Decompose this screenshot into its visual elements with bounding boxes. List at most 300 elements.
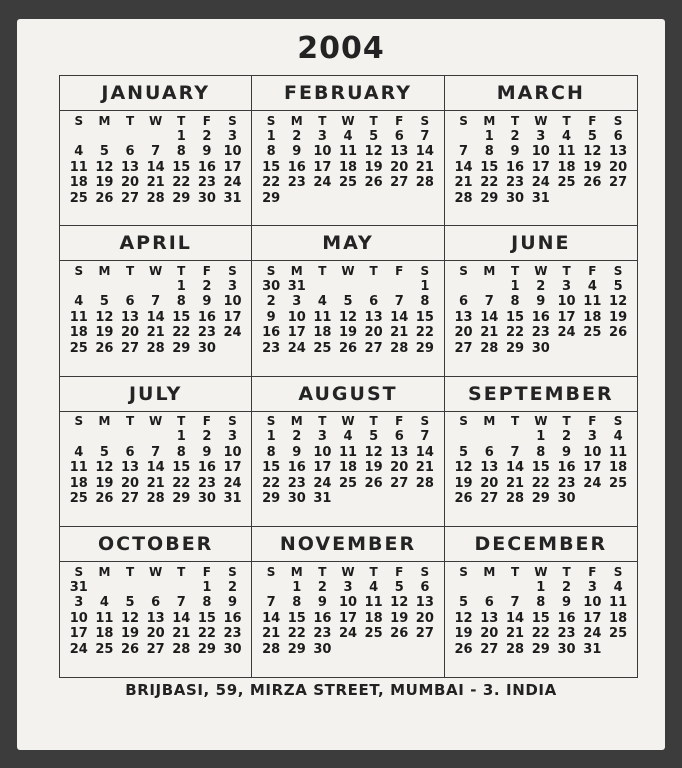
day-cell: 1 [420,278,430,294]
day-cell: 5 [369,429,379,445]
day-cell: 20 [390,159,409,175]
day-cell: 11 [95,610,114,626]
day-cell: 14 [146,309,165,325]
day-cell [66,506,92,521]
day-grid [60,562,251,677]
day-cell: 4 [369,579,379,595]
weekday-header: S [459,113,468,128]
day-cell [335,506,361,521]
day-cell: 12 [390,595,409,611]
day-cell [66,206,92,221]
day-cell: 7 [484,294,494,310]
day-cell: 5 [99,444,109,460]
day-cell [310,657,336,673]
day-cell [220,206,246,221]
day-cell: 2 [317,579,327,595]
day-cell: 13 [390,144,409,160]
day-cell [554,356,580,371]
day-cell [361,657,387,673]
day-cell [451,128,477,143]
day-cell [335,657,361,673]
day-cell: 12 [95,159,114,175]
day-cell: 23 [313,626,332,642]
day-cell: 24 [583,626,602,642]
day-cell: 26 [95,340,114,356]
day-cell: 24 [338,626,358,642]
day-cell [451,356,477,371]
weekday-header: S [459,564,468,579]
month-july [60,377,252,527]
day-cell [579,190,605,205]
day-cell [502,356,528,371]
day-cell: 2 [562,579,572,595]
day-cell: 7 [394,294,404,310]
day-cell: 11 [557,144,576,160]
day-cell: 11 [338,444,358,460]
day-cell: 30 [557,642,576,658]
calendar-card [17,19,665,750]
weekday-header: F [202,263,211,278]
day-cell [386,657,412,673]
day-cell: 1 [292,579,302,595]
day-cell: 28 [415,475,434,491]
day-cell [143,279,169,294]
month-february [252,76,444,226]
month-june [445,226,637,376]
day-cell: 13 [415,595,434,611]
day-cell: 21 [262,626,281,642]
day-cell: 1 [176,429,186,445]
day-cell: 17 [557,309,576,325]
day-cell: 1 [510,278,520,294]
day-cell: 19 [609,309,628,325]
weekday-header: T [318,113,327,128]
day-cell: 11 [313,309,332,325]
day-cell: 25 [338,175,358,191]
day-cell: 26 [583,175,602,191]
day-cell: 13 [480,460,499,476]
month-october [60,527,252,677]
day-cell [605,190,631,205]
day-cell [66,279,92,294]
weekday-header: S [459,414,468,429]
month-name: SEPTEMBER [445,377,637,412]
day-cell [554,341,580,356]
day-cell [554,190,580,205]
day-cell [361,190,387,205]
day-cell: 8 [484,144,494,160]
day-cell: 26 [364,175,383,191]
day-cell: 26 [120,642,140,658]
day-cell: 30 [531,340,550,356]
day-cell: 25 [338,475,358,491]
weekday-header: M [483,263,496,278]
weekday-header: T [510,564,520,579]
day-cell: 13 [390,444,409,460]
weekday-header: W [341,113,355,128]
day-cell: 3 [227,278,238,294]
day-grid [445,562,637,677]
day-cell: 12 [609,294,628,310]
day-cell: 3 [562,278,572,294]
day-cell [528,506,554,521]
day-cell: 5 [587,128,597,144]
day-cell: 6 [394,429,404,445]
day-cell [66,657,92,673]
day-cell: 9 [227,595,238,611]
day-cell: 9 [536,294,546,310]
day-cell [605,491,631,506]
weekday-header: T [177,263,186,278]
day-cell [386,206,412,221]
month-name: NOVEMBER [252,527,443,562]
day-cell: 14 [262,610,281,626]
day-cell: 8 [292,595,302,611]
day-cell: 4 [74,444,84,460]
day-cell: 9 [292,444,302,460]
day-cell: 24 [313,175,332,191]
day-cell: 26 [390,626,409,642]
day-grid [60,261,251,375]
day-cell: 23 [197,325,216,341]
weekday-header: S [266,564,276,579]
day-cell: 11 [583,294,602,310]
day-cell: 19 [364,159,383,175]
day-cell: 25 [609,475,628,491]
weekday-header: S [228,113,237,128]
weekday-header: M [290,113,303,128]
day-cell: 23 [262,340,281,356]
day-cell: 21 [506,626,525,642]
day-cell: 10 [583,595,602,611]
day-cell: 26 [364,475,383,491]
day-cell: 15 [197,610,216,626]
day-cell: 5 [343,294,353,310]
day-cell: 5 [99,294,109,310]
day-cell: 10 [287,309,306,325]
day-cell [66,429,92,444]
day-cell: 19 [364,460,383,476]
day-cell: 7 [510,595,520,611]
day-cell: 27 [480,642,499,658]
day-cell: 6 [151,595,161,611]
day-cell: 1 [536,429,546,445]
day-cell [335,279,361,294]
day-cell: 21 [454,175,473,191]
day-cell [117,506,143,521]
day-cell: 15 [506,309,525,325]
day-cell [117,279,143,294]
weekday-header: F [395,113,404,128]
day-cell: 4 [343,429,353,445]
day-cell: 7 [151,294,161,310]
day-cell [168,356,194,371]
day-cell: 25 [69,340,88,356]
weekday-header: T [369,564,378,579]
day-cell: 31 [531,190,550,206]
day-cell: 12 [583,144,602,160]
day-cell: 20 [609,159,628,175]
day-cell: 15 [531,610,550,626]
day-cell: 24 [531,175,550,191]
day-cell: 24 [287,340,306,356]
day-cell: 5 [459,444,469,460]
day-cell: 2 [292,429,302,445]
day-cell: 29 [262,190,281,206]
day-cell: 16 [313,610,332,626]
day-cell: 16 [287,460,306,476]
day-cell: 9 [562,444,572,460]
day-cell: 29 [506,340,525,356]
day-cell: 2 [202,128,212,144]
day-cell: 4 [74,144,84,160]
day-cell: 31 [583,642,602,658]
day-cell [143,206,169,221]
day-grid [252,111,443,225]
weekday-header: M [483,113,496,128]
day-cell [579,506,605,521]
day-cell: 15 [415,309,434,325]
day-cell: 25 [69,190,88,206]
day-cell: 7 [510,444,520,460]
day-cell: 13 [120,460,140,476]
day-cell: 15 [172,460,191,476]
day-cell: 27 [364,340,383,356]
day-cell: 18 [609,610,628,626]
day-cell: 2 [562,429,572,445]
day-cell: 17 [338,610,358,626]
day-cell [117,579,143,595]
day-cell: 19 [95,175,114,191]
month-name: JANUARY [60,76,251,111]
month-name: FEBRUARY [252,76,443,111]
day-cell: 16 [197,159,216,175]
day-cell [220,657,246,673]
weekday-header: S [74,263,84,278]
day-cell [258,506,284,521]
day-cell: 10 [583,444,602,460]
day-cell: 9 [266,309,276,325]
day-cell: 26 [609,325,628,341]
day-cell: 10 [338,595,358,611]
day-cell: 12 [364,144,383,160]
day-cell: 1 [484,128,494,144]
day-cell: 26 [454,642,473,658]
day-cell: 5 [369,128,379,144]
day-cell [92,579,118,595]
day-cell: 22 [506,325,525,341]
day-cell [143,657,169,673]
day-cell [605,206,631,221]
weekday-header: T [510,113,520,128]
day-cell [528,206,554,221]
day-cell: 28 [172,642,191,658]
day-cell [605,341,631,356]
day-cell: 9 [292,144,302,160]
day-cell: 14 [480,309,499,325]
day-cell: 29 [415,340,434,356]
day-cell: 18 [69,325,88,341]
day-cell: 5 [125,595,135,611]
day-cell: 21 [146,325,165,341]
weekday-header: S [459,263,468,278]
day-cell: 16 [531,309,550,325]
day-cell: 2 [536,278,546,294]
day-cell [117,356,143,371]
day-cell [194,356,220,371]
weekday-header: W [534,113,548,128]
day-cell [194,206,220,221]
month-name: AUGUST [252,377,443,412]
day-cell [335,206,361,221]
day-cell [386,356,412,371]
day-cell: 11 [609,595,628,611]
day-cell: 14 [506,460,525,476]
day-cell [284,657,310,673]
day-cell: 30 [262,278,281,294]
weekday-header: T [318,263,327,278]
day-cell: 24 [223,175,242,191]
weekday-header: W [341,564,355,579]
weekday-header: T [562,414,571,429]
day-cell [66,128,92,143]
day-cell [92,279,118,294]
day-cell: 3 [536,128,546,144]
day-cell [168,506,194,521]
day-cell: 20 [120,475,140,491]
day-cell [605,356,631,371]
day-cell [143,429,169,444]
day-cell [554,506,580,521]
day-cell: 6 [484,595,494,611]
weekday-header: S [613,414,623,429]
day-cell: 12 [454,460,473,476]
weekday-header: W [149,564,163,579]
day-cell: 5 [99,144,109,160]
day-cell: 18 [338,460,358,476]
day-cell: 28 [262,642,281,658]
weekday-header: F [588,414,597,429]
day-cell: 3 [227,128,238,144]
day-cell: 6 [420,579,430,595]
day-cell: 22 [287,626,306,642]
day-cell [310,279,336,294]
day-cell [92,206,118,221]
day-cell: 21 [415,460,434,476]
day-cell: 20 [415,610,434,626]
day-cell [412,206,438,221]
weekday-header: F [202,414,211,429]
weekday-header: S [228,263,237,278]
day-cell: 27 [390,175,409,191]
day-cell: 31 [223,491,242,507]
day-cell: 6 [125,294,135,310]
day-cell: 25 [609,626,628,642]
weekday-header: F [202,564,211,579]
day-cell: 29 [172,491,191,507]
day-cell [451,206,477,221]
day-cell [220,356,246,371]
day-cell: 16 [197,309,216,325]
day-cell [335,190,361,205]
day-cell [220,506,246,521]
day-cell: 22 [262,475,281,491]
day-cell: 22 [415,325,434,341]
day-cell: 20 [364,325,383,341]
day-cell: 27 [454,340,473,356]
weekday-header: F [202,113,211,128]
day-cell: 29 [172,340,191,356]
day-cell: 21 [390,325,409,341]
day-cell [502,429,528,444]
day-cell: 17 [287,325,306,341]
weekday-header: S [266,263,276,278]
day-cell: 26 [338,340,358,356]
day-cell: 20 [120,325,140,341]
day-cell: 21 [415,159,434,175]
day-cell: 15 [287,610,306,626]
day-cell [92,356,118,371]
day-grid [252,412,443,526]
weekday-header: F [395,564,404,579]
day-cell: 3 [587,429,597,445]
day-cell [117,657,143,673]
day-cell [412,190,438,205]
weekday-header: W [534,263,548,278]
day-cell: 22 [172,175,191,191]
weekday-header: S [266,113,276,128]
publisher-address: BRIJBASI, 59, MIRZA STREET, MUMBAI - 3. INDIA [125,681,557,699]
day-cell: 4 [587,278,597,294]
day-cell: 13 [609,144,628,160]
day-cell: 16 [223,610,242,626]
day-cell: 12 [120,610,140,626]
day-cell [579,206,605,221]
day-cell: 24 [313,475,332,491]
day-cell: 5 [459,595,469,611]
day-cell: 3 [74,595,84,611]
day-cell [412,506,438,521]
day-cell: 29 [531,642,550,658]
month-september [445,377,637,527]
day-cell: 16 [506,159,525,175]
day-cell: 27 [120,491,140,507]
day-cell: 20 [146,626,165,642]
day-cell: 18 [69,175,88,191]
day-cell [361,206,387,221]
day-cell: 4 [613,429,623,445]
weekday-header: T [318,564,327,579]
day-cell [335,642,361,658]
weekday-header: S [74,414,84,429]
day-cell [528,657,554,673]
day-cell: 17 [223,309,242,325]
day-cell: 7 [151,444,161,460]
weekday-header: S [613,564,623,579]
day-cell [386,491,412,506]
weekday-header: S [228,414,237,429]
day-cell: 19 [390,610,409,626]
weekday-header: F [395,414,404,429]
day-cell: 26 [95,491,114,507]
weekday-header: T [125,113,135,128]
day-cell: 18 [313,325,332,341]
day-cell: 28 [146,340,165,356]
weekday-header: M [98,564,111,579]
day-cell: 7 [176,595,186,611]
day-cell: 29 [172,190,191,206]
day-cell [310,190,336,205]
